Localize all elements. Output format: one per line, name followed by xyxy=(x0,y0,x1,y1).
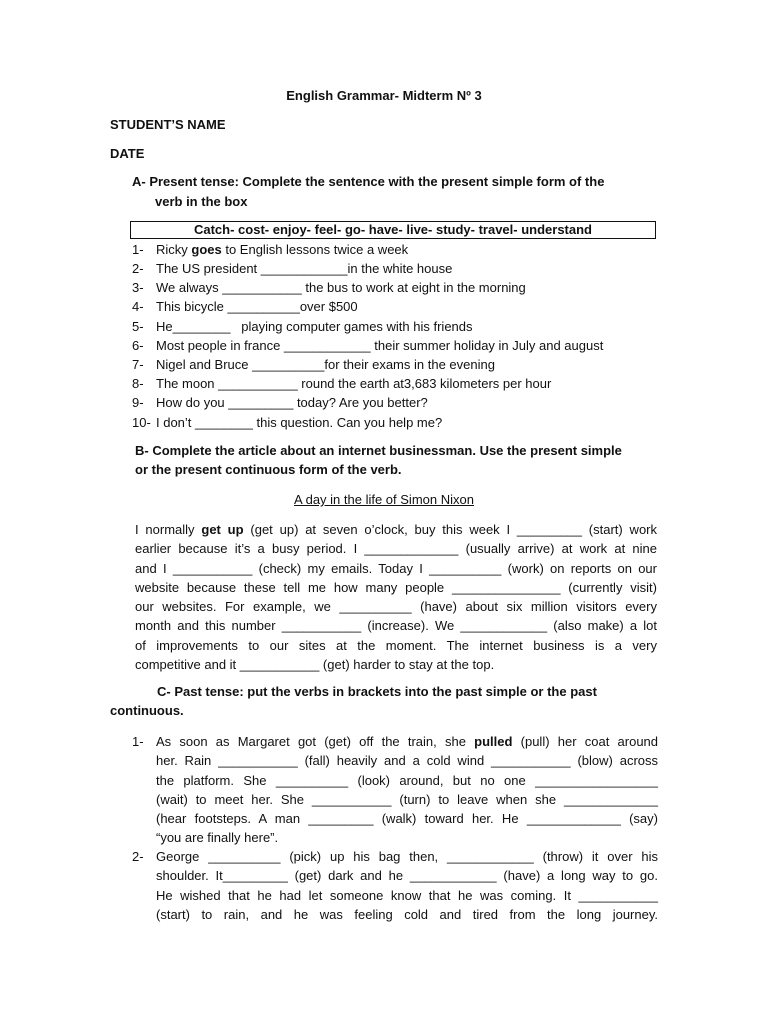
paragraph-line: (hear footsteps. A man _________ (walk) toward her. He _____________ (say) xyxy=(156,811,658,827)
paragraph-line: (wait) to meet her. She ___________ (turn) to leave when she _____________ xyxy=(156,791,658,807)
section-c-heading: C- Past tense: put the verbs in brackets into the past simple or the past xyxy=(157,684,597,699)
list-item: 3- We always ___________ the bus to work at eight in the morning xyxy=(132,280,526,295)
paragraph-line: He wished that he had let someone know that he was coming. It ___________ xyxy=(156,887,658,903)
list-item: 5- He________ playing computer games with his friends xyxy=(132,319,473,334)
verb-box: Catch- cost- enjoy- feel- go- have- live- study- travel- understand xyxy=(130,221,656,239)
article-line: our websites. For example, we __________ (have) about six million visitors every xyxy=(135,599,657,615)
section-b-heading: B- Complete the article about an internet businessman. Use the present simple xyxy=(135,443,622,458)
paragraph-line: George __________ (pick) up his bag then, ____________ (throw) it over his xyxy=(156,849,658,864)
article-line: website because these tell me how many people _______________ (currently visit) xyxy=(135,579,657,595)
date-label: DATE xyxy=(110,146,145,161)
paragraph-line: her. Rain ___________ (fall) heavily and a cold wind ___________ (blow) across xyxy=(156,753,658,769)
list-item-text: This bicycle __________over $500 xyxy=(156,299,358,314)
list-item: 8- The moon ___________ round the earth at3,683 kilometers per hour xyxy=(132,376,552,391)
list-item: 2- The US president ____________in the white house xyxy=(132,261,453,276)
article-line: competitive and it ___________ (get) harder to stay at the top. xyxy=(135,657,495,673)
paragraph-line: the platform. She __________ (look) around, but no one _________________ xyxy=(156,772,658,788)
list-item-text: Nigel and Bruce __________for their exams in the evening xyxy=(156,357,495,372)
worksheet-page: English Grammar- Midterm Nº 3 STUDENT’S NAME DATE A- Present tense: Complete the sentence with the present simple form of the verb in the box Catch- cost- enjoy- feel- go- have- live- study- travel- understand 1- Ricky goes to English lessons twice a week 2- The US president ____________in the white house 3- We always ___________ the bus to work at eight in the morning 4- This bicycle __________over $500 5- He________ playing computer games with his friends 6- Most people in france ____________ their summer holiday in July and august 7- Nigel and Bruce __________for their exams in the evening 8- The moon ___________ round the earth at3,683 kilometers per hour 9- How do you _________ today? Are you better? 10- I don’t ________ this question. Can you help me? B- Complete the article about an internet businessman. Use the present simple or the present continuous form of the verb. A day in the life of Simon Nixon I normally get up (get up) at seven o’clock, buy this week I _________ (start) work earlier because it’s a busy period. I _____________ (usually arrive) at work at nine and I ___________ (check) my emails. Today I __________ (work) on reports on our website because these tell me how many people _______________ (currently visit) our websites. For example, we __________ (have) about six million visitors every month and this number ___________ (increase). We ____________ (also make) a lot of improvements to our sites at the moment. The internet business is a very competitive and it ___________ (get) harder to stay at the top. C- Past tense: put the verbs in brackets into the past simple or the past continuous. 1- As soon as Margaret got (get) off the train, she pulled (pull) her coat around her. Rain ___________ (fall) heavily and a cold wind ___________ (blow) across the platform. She __________ (look) around, but no one _________________ (wait) to meet her. She ___________ (turn) to leave when she _____________ (hear footsteps. A man _________ (walk) toward her. He _____________ (say) “you are finally here”. 2- George __________ (pick) up his bag then, ____________ (throw) it over his shoulder. It_________ (get) dark and he ____________ (have) a long way to go. He wished that he had let someone know that he was coming. It ___________ (start) to rain, and he was feeling cold and tired from the long journey. xyxy=(0,0,768,1024)
article-line: I normally get up (get up) at seven o’clock, buy this week I _________ (start) work xyxy=(135,522,657,537)
page-title: English Grammar- Midterm Nº 3 xyxy=(286,88,482,103)
list-item-text: Ricky goes to English lessons twice a week xyxy=(156,242,409,257)
article-line: month and this number ___________ (increase). We ____________ (also make) a lot xyxy=(135,618,657,634)
article-line: earlier because it’s a busy period. I _____________ (usually arrive) at work at nine xyxy=(135,541,657,557)
list-item-text: The US president ____________in the white house xyxy=(156,261,453,276)
section-b-heading-cont: or the present continuous form of the verb. xyxy=(135,462,402,477)
list-item: 9- How do you _________ today? Are you better? xyxy=(132,395,428,410)
list-item-text xyxy=(156,847,658,924)
section-a-heading-cont: verb in the box xyxy=(155,194,248,209)
list-item-text: He________ playing computer games with his friends xyxy=(156,319,473,334)
section-a-heading: A- Present tense: Complete the sentence with the present simple form of the xyxy=(132,174,605,189)
list-item-text: I don’t ________ this question. Can you help me? xyxy=(156,415,443,430)
list-item-text: The moon ___________ round the earth at3,683 kilometers per hour xyxy=(156,376,552,391)
paragraph-line: shoulder. It_________ (get) dark and he ____________ (have) a long way to go. xyxy=(156,868,658,884)
paragraph-line: “you are finally here”. xyxy=(156,830,279,846)
article-title: A day in the life of Simon Nixon xyxy=(294,492,474,507)
list-item: 6- Most people in france ____________ their summer holiday in July and august xyxy=(132,338,604,353)
list-item: 7- Nigel and Bruce __________for their exams in the evening xyxy=(132,357,495,372)
list-item-text: We always ___________ the bus to work at eight in the morning xyxy=(156,280,526,295)
article-line: and I ___________ (check) my emails. Today I __________ (work) on reports on our xyxy=(135,560,657,576)
article-body xyxy=(135,520,657,674)
list-item-text: How do you _________ today? Are you better? xyxy=(156,395,428,410)
list-item: 10- I don’t ________ this question. Can you help me? xyxy=(132,415,443,430)
list-item-text: Most people in france ____________ their summer holiday in July and august xyxy=(156,338,604,353)
list-item: 1- Ricky goes to English lessons twice a week xyxy=(132,242,409,257)
article-line: of improvements to our sites at the moment. The internet business is a very xyxy=(135,637,657,653)
list-item: 4- This bicycle __________over $500 xyxy=(132,299,358,314)
student-name-label: STUDENT’S NAME xyxy=(110,117,226,132)
section-c-heading-cont: continuous. xyxy=(110,703,184,718)
paragraph-line: As soon as Margaret got (get) off the train, she pulled (pull) her coat around xyxy=(156,734,659,749)
paragraph-line: (start) to rain, and he was feeling cold and tired from the long journey. xyxy=(156,906,658,922)
list-item-text xyxy=(156,732,658,848)
